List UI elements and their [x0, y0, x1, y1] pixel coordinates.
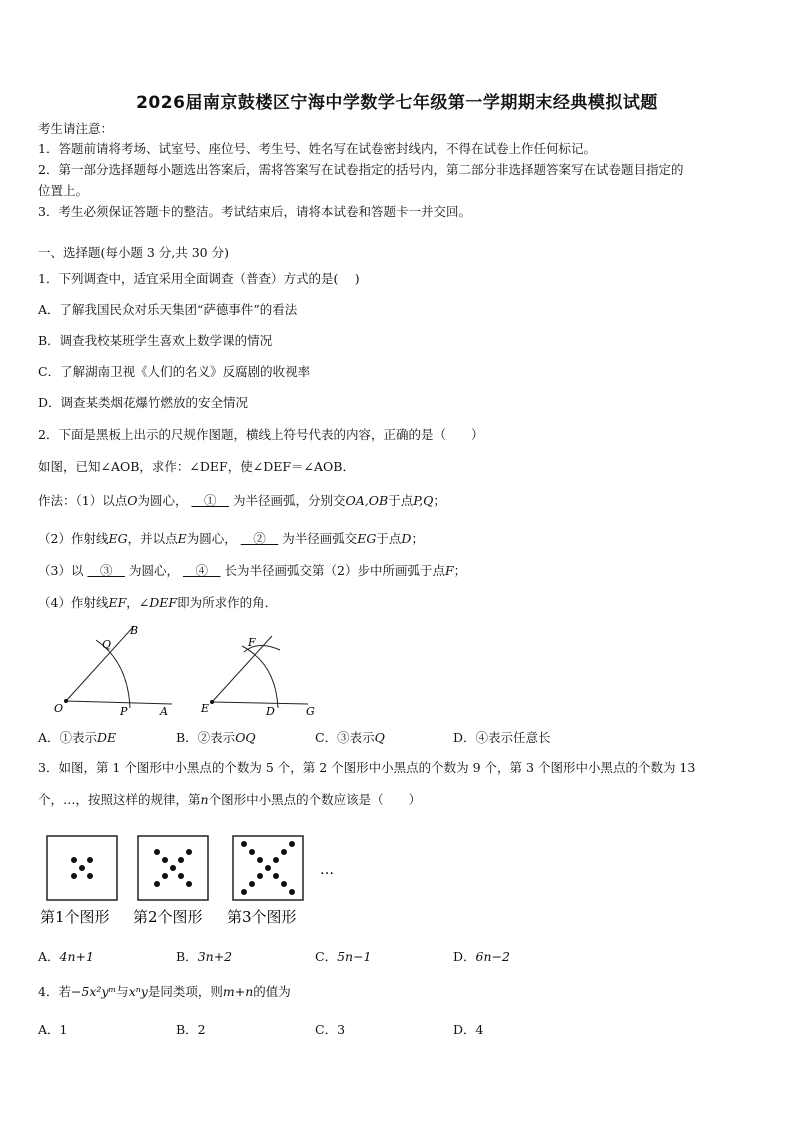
q2-option-b-text: B．②表示 — [176, 730, 236, 745]
q3-option-b-math: 3n+2 — [197, 949, 233, 964]
q2-step2-text-c: 为圆心， — [186, 531, 237, 546]
q3-option-a-label: A． — [38, 949, 60, 964]
q3-stem-text-b: 个图形中小黑点的个数应该是（ ） — [208, 792, 422, 807]
q2-step3 — [38, 563, 466, 579]
q4-option-b: B．2 — [176, 1022, 206, 1037]
q2-step4-angle: ∠DEF — [138, 595, 178, 610]
q2-option-d-text: D．④表示任意长 — [453, 730, 551, 745]
notice-item-1: 1．答题前请将考场、试室号、座位号、考生号、姓名写在试卷密封线内，不得在试卷上作任何标记。 — [38, 141, 596, 156]
q2-step2-text-g: ； — [411, 531, 424, 546]
figure-3-dots — [241, 841, 295, 895]
caption-figure-2: 第2个图形 — [133, 908, 203, 926]
q2-figure-angle-def — [198, 628, 328, 722]
label-o: O — [54, 702, 64, 715]
q2-step3-text-d: ； — [453, 563, 467, 578]
q2-step3-text-c: 长为半径画弧交第（2）步中所画弧于点 — [224, 563, 445, 578]
q2-step4-text-c: 即为所求作的角． — [177, 595, 278, 610]
q1-option-c: C．了解湖南卫视《人们的名义》反腐剧的收视率 — [38, 364, 311, 379]
caption-figure-1: 第1个图形 — [40, 908, 110, 926]
notice-item-3: 3．考生必须保证答题卡的整洁。考试结束后，请将本试卷和答题卡一并交回。 — [38, 204, 471, 219]
q2-option-c-math: Q — [374, 730, 385, 745]
ray-eg — [212, 702, 308, 704]
q4-term-2: xⁿy — [128, 984, 148, 999]
q1-stem: 1．下列调查中，适宜采用全面调查（普查）方式的是( ) — [38, 271, 360, 286]
notice-item-2-cont: 位置上。 — [38, 183, 89, 198]
q4-stem-text-a: 4．若 — [38, 984, 71, 999]
q2-step1-points: P,Q — [413, 493, 434, 508]
ray-oa — [66, 701, 172, 704]
label-q: Q — [102, 638, 112, 651]
figures-ellipsis: … — [320, 862, 334, 878]
label-a: A — [160, 705, 168, 718]
q2-step4-ray: EF — [108, 595, 127, 610]
caption-figure-3: 第3个图形 — [227, 908, 297, 926]
q2-step4-text-b: ， — [126, 595, 139, 610]
q2-step1-text-e: ； — [433, 493, 446, 508]
q2-figure-angle-aob — [50, 618, 190, 722]
q4-stem — [38, 984, 291, 1000]
q3-option-c-label: C． — [315, 949, 338, 964]
q4-stem-text-b: 与 — [116, 984, 129, 999]
q2-step2-text-b: ，并以点 — [127, 531, 178, 546]
q2-step2-ray: EG — [108, 531, 128, 546]
q3-option-b — [176, 947, 232, 965]
q4-term-1: −5x²yᵐ — [70, 984, 117, 999]
q4-stem-text-c: 是同类项，则 — [147, 984, 223, 999]
q4-option-a: A．1 — [38, 1022, 68, 1037]
q2-option-b — [176, 728, 256, 746]
arc-d — [242, 646, 278, 708]
q2-option-d — [453, 728, 551, 746]
q2-step2 — [38, 531, 424, 547]
q3-option-b-label: B． — [176, 949, 198, 964]
point-e — [210, 700, 214, 704]
label-b: B — [130, 624, 139, 637]
figure-1-dots — [71, 857, 93, 879]
label-p: P — [120, 705, 128, 718]
q2-option-a-math: DE — [97, 730, 117, 745]
q2-step2-text-f: 于点 — [376, 531, 402, 546]
q2-given: 如图，已知∠AOB，求作：∠DEF，使∠DEF＝∠AOB． — [38, 459, 355, 474]
q2-blank-1: ① — [191, 493, 229, 508]
q2-blank-3: ③ — [87, 563, 125, 578]
notice-item-2: 2．第一部分选择题每小题选出答案后，需将答案写在试卷指定的括号内，第二部分非选择题答案写在试卷题目指定的 — [38, 162, 684, 177]
q4-stem-text-d: 的值为 — [253, 984, 291, 999]
q2-step2-ray-2: EG — [357, 531, 377, 546]
q3-dot-figures — [38, 832, 358, 932]
q3-stem-line-2 — [38, 792, 421, 808]
q1-option-a: A．了解我国民众对乐天集团“萨德事件”的看法 — [38, 302, 298, 317]
q1-option-b: B．调查我校某班学生喜欢上数学课的情况 — [38, 333, 273, 348]
q2-step2-point-e: E — [177, 531, 187, 546]
label-g: G — [306, 705, 315, 718]
ray-ob — [66, 626, 134, 701]
label-d: D — [266, 705, 275, 718]
q3-option-d-label: D． — [453, 949, 476, 964]
q3-option-a-math: 4n+1 — [59, 949, 94, 964]
exam-title: 2026届南京鼓楼区宁海中学数学七年级第一学期期末经典模拟试题 — [136, 93, 658, 113]
q2-step1 — [38, 493, 446, 509]
q1-option-d: D．调查某类烟花爆竹燃放的安全情况 — [38, 395, 249, 410]
q2-step4 — [38, 595, 277, 611]
notice-heading: 考生请注意： — [38, 121, 114, 136]
q2-step2-text-a: （2）作射线 — [38, 531, 109, 546]
section-heading: 一、选择题(每小题 3 分,共 30 分) — [38, 245, 229, 260]
q2-stem: 2．下面是黑板上出示的尺规作图题，横线上符号代表的内容，正确的是（ ） — [38, 427, 484, 442]
q2-step2-text-d: 为半径画弧交 — [282, 531, 358, 546]
q2-step4-text-a: （4）作射线 — [38, 595, 109, 610]
q2-option-a — [38, 728, 116, 746]
q3-option-d-math: 6n−2 — [475, 949, 510, 964]
q3-stem-n: n — [200, 792, 209, 807]
q3-option-c — [315, 947, 372, 965]
q2-step1-point-o: O — [127, 493, 138, 508]
q2-step3-text-a: （3）以 — [38, 563, 84, 578]
q2-option-a-text: A．①表示 — [38, 730, 98, 745]
q2-step1-rays: OA,OB — [345, 493, 389, 508]
q2-step1-text-a: 作法：（1）以点 — [38, 493, 128, 508]
q2-option-c-text: C．③表示 — [315, 730, 375, 745]
q4-option-d: D．4 — [453, 1022, 484, 1037]
q2-step1-text-b: 为圆心， — [137, 493, 188, 508]
q3-stem-line-1: 3．如图，第 1 个图形中小黑点的个数为 5 个，第 2 个图形中小黑点的个数为 9 个，第 3 个图形中小黑点的个数为 13 — [38, 760, 696, 775]
q3-option-d — [453, 947, 510, 965]
label-f: F — [248, 636, 256, 649]
q2-blank-2: ② — [240, 531, 279, 546]
q3-stem-text-a: 个，…，按照这样的规律，第 — [38, 792, 201, 807]
q2-option-c — [315, 728, 385, 746]
q2-step1-text-c: 为半径画弧，分别交 — [233, 493, 346, 508]
q2-step2-point-d: D — [401, 531, 412, 546]
figure-2-dots — [154, 849, 192, 887]
q2-step3-point-f: F — [444, 563, 454, 578]
q4-expression: m+n — [222, 984, 254, 999]
label-e: E — [201, 702, 210, 715]
q2-option-b-math: OQ — [235, 730, 256, 745]
q2-blank-4: ④ — [182, 563, 221, 578]
q2-step3-text-b: 为圆心， — [128, 563, 179, 578]
point-o — [64, 699, 68, 703]
q3-option-a — [38, 947, 94, 965]
q4-option-c: C．3 — [315, 1022, 346, 1037]
q2-step1-text-d: 于点 — [388, 493, 414, 508]
q3-option-c-math: 5n−1 — [337, 949, 372, 964]
